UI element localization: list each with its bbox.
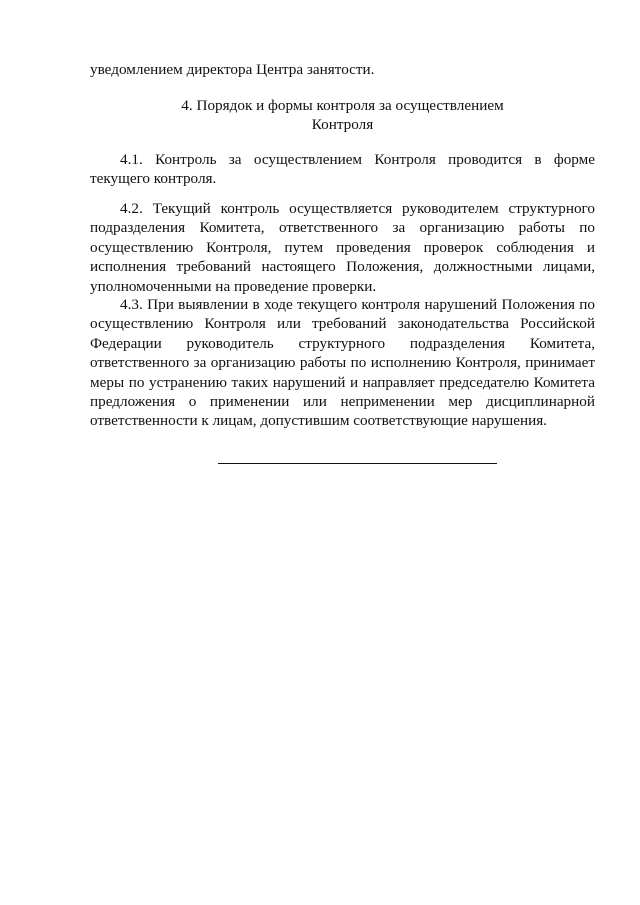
section-heading-line-2: Контроля bbox=[311, 116, 374, 134]
paragraph-4-1: 4.1. Контроль за осуществлением Контроля проводится в форме текущего контроля. bbox=[90, 151, 595, 188]
continuation-line: уведомлением директора Центра занятости. bbox=[90, 61, 375, 78]
section-heading bbox=[90, 96, 595, 135]
section-heading-line-1: 4. Порядок и формы контроля за осуществлением bbox=[181, 97, 504, 114]
paragraph-4-2: 4.2. Текущий контроль осуществляется руководителем структурного подразделения Комитета, ответственного за организацию работы по осуществлению Контроля, путем проведения проверок соблюдения и исполнения требований настоящего Положения, должностными лицами, уполномоченными на проведение проверки. bbox=[90, 200, 595, 295]
closing-rule bbox=[218, 463, 497, 464]
paragraph-4-3: 4.3. При выявлении в ходе текущего контроля нарушений Положения по осуществлению Контроля или требований законодательства Российской Федерации руководитель структурного подразделения Комитета, ответственного за организацию работы по исполнению Контроля, принимает меры по устранению таких нарушений и направляет председателю Комитета предложения о применении или неприменении мер дисциплинарной ответственности к лицам, допустившим соответствующие нарушения. bbox=[90, 296, 595, 430]
